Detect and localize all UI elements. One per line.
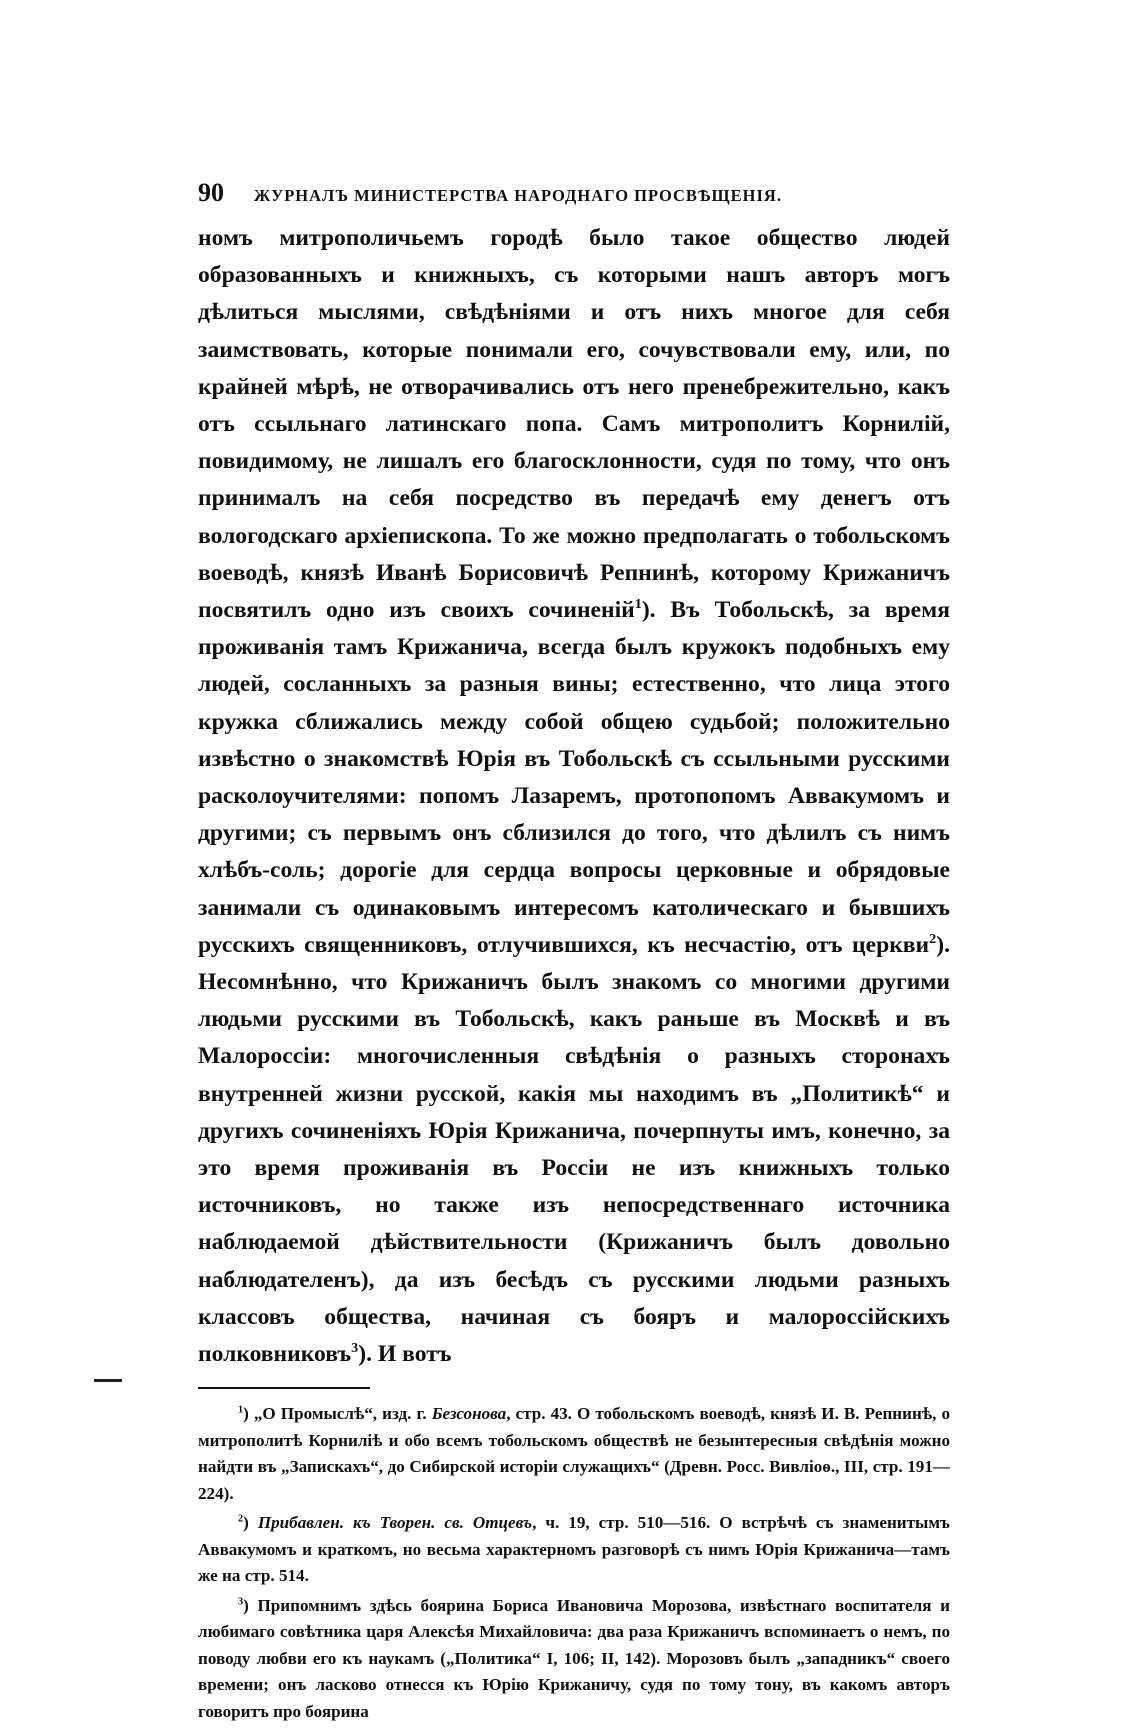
- footnotes: [198, 1401, 950, 1725]
- footnote-1: [198, 1401, 950, 1507]
- body-text-part-4: ). И вотъ: [358, 1341, 452, 1368]
- footnote-text: , стр. 43. О тобольскомъ воеводѣ, князѣ И. В. Репнинѣ, о митрополитѣ Корниліѣ и обо всемъ тобольскомъ обществѣ не безынтересныя свѣдѣнія можно найдти въ „Запискахъ“, до Сибирской исторіи служащихъ“ (Древн. Росс. Вивліоѳ., III, стр. 191—224).: [198, 1404, 950, 1503]
- footnote-marker: 2: [238, 1513, 244, 1525]
- footnote-marker: 3: [238, 1596, 244, 1608]
- footnote-text: ): [243, 1513, 258, 1533]
- body-paragraph: [198, 220, 950, 1373]
- page-number: 90: [198, 178, 224, 207]
- page-header: [198, 178, 950, 212]
- footnote-3: [198, 1593, 950, 1726]
- footnote-text: , ч. 19, стр. 510—516. О встрѣчѣ съ знаменитымъ Аввакумомъ и краткомъ, но весьма характерномъ разговорѣ съ нимъ Юрія Крижанича—тамъ же на стр. 514.: [198, 1513, 950, 1586]
- footnote-2: [198, 1510, 950, 1590]
- body-text-part-3: ). Несомнѣнно, что Крижаничъ былъ знакомъ со многими другими людьми русскими въ Тобольскѣ, какъ раньше въ Москвѣ и въ Малороссіи: многочисленныя свѣдѣнія о разныхъ сторонахъ внутренней жизни русской, какія мы находимъ въ „Политикѣ“ и другихъ сочиненіяхъ Юрія Крижанича, почерпнуты имъ, конечно, за это время проживанія въ Россіи не изъ книжныхъ только источниковъ, но также изъ непосредственнаго источника наблюдаемой дѣйствительности (Крижаничъ былъ довольно наблюдателенъ), да изъ бесѣдъ съ русскими людьми разныхъ классовъ общества, начиная съ бояръ и малороссійскихъ полковниковъ: [198, 931, 950, 1368]
- scan-edge-mark: [94, 1379, 122, 1382]
- footnote-italic: Безсонова: [431, 1404, 507, 1424]
- footnote-text: ) „О Промыслѣ“, изд. г.: [243, 1404, 432, 1424]
- footnote-marker: 1: [238, 1404, 244, 1416]
- body-text-part-1: номъ митрополичьемъ городѣ было такое общество людей образованныхъ и книжныхъ, съ которыми нашъ авторъ могъ дѣлиться мыслями, свѣдѣніями и отъ нихъ многое для себя заимствовать, которые понимали его, сочувствовали ему, или, по крайней мѣрѣ, не отворачивались отъ него пренебрежительно, какъ отъ ссыльнаго латинскаго попа. Самъ митрополитъ Корнилій, повидимому, не лишалъ его благосклонности, судя по тому, что онъ принималъ на себя посредство въ передачѣ ему денегъ отъ вологодскаго архіепископа. То же можно предполагать о тобольскомъ воеводѣ, князѣ Иванѣ Борисовичѣ Репнинѣ, которому Крижаничъ посвятилъ одно изъ своихъ сочиненій: [198, 225, 950, 624]
- running-title: ЖУРНАЛЪ МИНИСТЕРСТВА НАРОДНАГО ПРОСВѢЩЕНІЯ.: [254, 186, 782, 205]
- footnote-ref-1: 1: [634, 596, 642, 613]
- footnote-ref-2: 2: [929, 931, 937, 947]
- footnote-ref-3: 3: [351, 1340, 359, 1357]
- footnote-divider: [198, 1387, 370, 1389]
- body-text-part-2: ). Въ Тобольскѣ, за время проживанія тамъ Крижанича, всегда былъ кружокъ подобныхъ ему людей, сосланныхъ за разныя вины; естественно, что лица этого кружка сближались между собой общею судьбой; положительно извѣстно о знакомствѣ Юрія въ Тобольскѣ съ ссыльными русскими расколоучителями: попомъ Лазаремъ, протопопомъ Аввакумомъ и другими; съ первымъ онъ сблизился до того, что дѣлилъ съ нимъ хлѣбъ-соль; дорогіе для сердца вопросы церковные и обрядовые занимали съ одинаковымъ интересомъ католическаго и бывшихъ русскихъ священниковъ, отлучившихся, къ несчастію, отъ церкви: [198, 597, 950, 958]
- footnote-text: ) Припомнимъ здѣсь боярина Бориса Ивановича Морозова, извѣстнаго воспитателя и любимаго совѣтника царя Алексѣя Михайловича: два раза Крижаничъ вспоминаетъ о немъ, по поводу любви его къ наукамъ („Политика“ I, 106; II, 142). Морозовъ былъ „западникъ“ своего времени; онъ ласково отнесся къ Юрію Крижаничу, судя по тому тону, въ какомъ авторъ говоритъ про боярина: [198, 1595, 950, 1721]
- footnote-italic: Прибавлен. къ Творен. св. Отцевъ: [257, 1513, 533, 1533]
- printed-page: [198, 178, 950, 1728]
